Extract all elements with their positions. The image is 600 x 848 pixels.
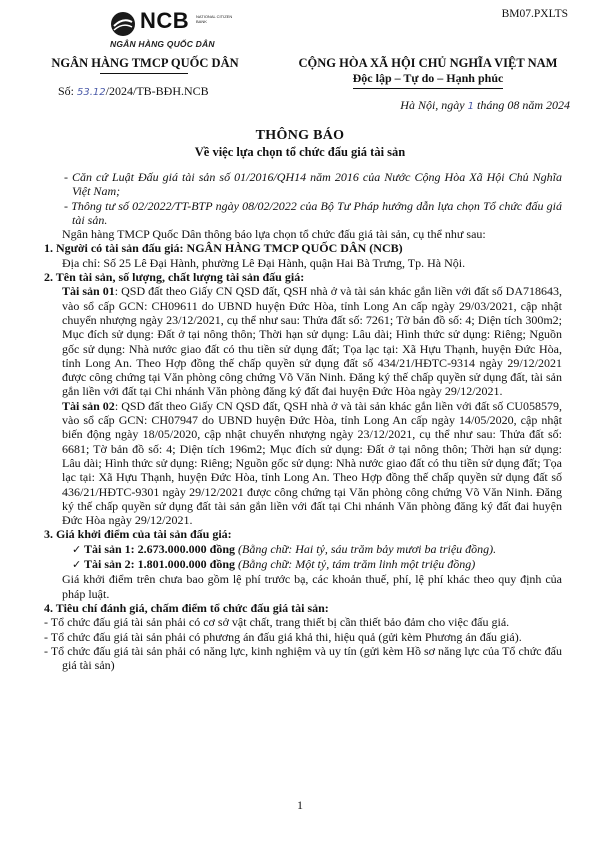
price-1-words: (Bằng chữ: Hai tỷ, sáu trăm bảy mươi ba triệu đồng).	[235, 541, 497, 556]
section-4-heading: 4. Tiêu chí đánh giá, chấm điểm tổ chức đấu giá tài sản:	[44, 600, 329, 615]
date-prefix: Hà Nội, ngày	[400, 98, 468, 112]
asset-2-label: Tài sản 02	[62, 398, 115, 413]
checkmark-icon: ✓	[72, 542, 82, 556]
docno-handwritten: 53.12	[77, 87, 106, 98]
price-2-words: (Bằng chữ: Một tỷ, tám trăm linh một triệu đồng)	[235, 557, 476, 572]
section-2-heading: 2. Tên tài sản, số lượng, chất lượng tài sản đấu giá:	[44, 270, 305, 285]
criterion-1: - Tổ chức đấu giá tài sản phải có cơ sở vật chất, trang thiết bị cần thiết bảo đảm cho việc đấu giá.	[44, 615, 510, 630]
date-suffix: tháng 08 năm 2024	[474, 98, 570, 112]
asset-2-description	[44, 399, 562, 528]
national-title: CỘNG HÒA XÃ HỘI CHỦ NGHĨA VIỆT NAM	[298, 56, 558, 70]
price-2-label: Tài sản 2: 1.801.000.000 đồng	[84, 557, 236, 572]
document-subtitle: Về việc lựa chọn tổ chức đấu giá tài sản	[194, 145, 406, 159]
criterion-3: - Tổ chức đấu giá tài sản phải có năng lực, kinh nghiệm và uy tín (gửi kèm Hồ sơ năng lực của Tổ chức đấu giá tài sản)	[44, 643, 562, 673]
docno-prefix: Số:	[58, 84, 78, 98]
section-1-heading	[44, 241, 562, 255]
logo-subtitle: NGÂN HÀNG QUỐC DÂN	[110, 39, 215, 49]
price-1-label: Tài sản 1: 2.673.000.000 đồng	[84, 541, 236, 556]
criterion-2: - Tổ chức đấu giá tài sản phải có phương án đấu giá khả thi, hiệu quả (gửi kèm Phương án đấu giá).	[44, 629, 522, 644]
asset-1-text: : QSD đất theo Giấy CN QSD đất, QSH nhà ở và tài sản khác gắn liền với đất số DA718643, vào sổ cấp GCN: CH09611 do UBND huyện Đức Hòa, tỉnh Long An cấp ngày 29/03/2021, cập nhật chuyển nhượng ngày 23/12/2021, cụ thể như sau: Thửa đất số: 7261; Tờ bản đồ số: 4; Diện tích 300m2; Mục đích sử dụng: Đất ở tại nông thôn; Thời hạn sử dụng: Lâu dài; Hình thức sử dụng: Riêng; Nguồn gốc sử dụng: Nhà nước giao đất có thu tiền sử dụng đất; Tọa lạc tại: Xã Hựu Thạnh, huyện Đức Hòa, tỉnh Long An. Theo Hợp đồng thế chấp quyền sử dụng đất số 434/21/HĐTC-9314 ngày 29/12/2021 được công chứng tại Văn phòng công chứng Võ Văn Ninh. Đăng ký thế chấp quyền sử dụng đất, tài sản gắn liền với đất tại Chi nhánh Văn phòng đăng ký đất đai huyện Đức Hòa ngày 29/12/2021.	[62, 284, 562, 399]
asset-1-description	[44, 284, 562, 398]
section-1-value: NGÂN HÀNG TMCP QUỐC DÂN (NCB)	[186, 241, 403, 256]
intro-paragraph: Ngân hàng TMCP Quốc Dân thông báo lựa chọn tổ chức đấu giá tài sản, cụ thể như sau:	[62, 227, 486, 242]
logo-wordmark: NCB	[140, 8, 190, 33]
legal-basis-2: - Thông tư số 02/2022/TT-BTP ngày 08/02/2022 của Bộ Tư Pháp hướng dẫn lựa chọn Tổ chức đấu giá tài sản.	[64, 198, 562, 227]
section-1-label: 1. Người có tài sản đấu giá:	[44, 241, 187, 256]
asset-1-label: Tài sản 01	[62, 284, 115, 299]
docno-suffix: /2024/TB-BĐH.NCB	[105, 84, 209, 98]
form-code: BM07.PXLTS	[501, 8, 568, 20]
asset-2-text: : QSD đất theo Giấy CN QSD đất, QSH nhà ở và tài sản khác gắn liền với đất số CU058579, vào sổ cấp GCN: CH07947 do UBND huyện Đức Hòa, tỉnh Long An cấp ngày 14/05/2020, cập nhật biến động ngày 18/05/2020, cập nhật chuyển nhượng ngày 23/12/2021, cụ thể như sau: Thửa đất số: 6681; Tờ bản đồ số: 4; Diện tích 196m2; Mục đích sử dụng: Đất ở tại nông thôn; Thời hạn sử dụng: Lâu dài; Hình thức sử dụng: Riêng; Nguồn gốc sử dụng: Nhà nước giao đất có thu tiền sử dụng đất; Tọa lạc tại: Xã Hựu Thạnh, huyện Đức Hòa, tỉnh Long An. Theo Hợp đồng thế chấp quyền sử dụng đất số 436/21/HĐTC-9301 ngày 29/12/2021 được công chứng tại Văn phòng công chứng Võ Văn Ninh. Đăng ký thế chấp quyền sử dụng đất tài sản gắn liền với đất tại Chi nhánh Văn phòng đăng ký đất đai huyện Đức Hòa ngày 29/12/2021.	[62, 398, 563, 528]
section-3-heading: 3. Giá khởi điểm của tài sản đấu giá:	[44, 527, 232, 542]
issuer-name: NGÂN HÀNG TMCP QUỐC DÂN	[51, 56, 239, 70]
page-number: 1	[297, 798, 303, 812]
motto-underline	[353, 88, 503, 89]
logo-tagline: NATIONAL CITIZEN BANK	[196, 14, 233, 24]
legal-basis-1: - Căn cứ Luật Đấu giá tài sản số 01/2016/QH14 năm 2016 của Nước Cộng Hòa Xã Hội Chủ Nghĩa Việt Nam;	[64, 170, 562, 199]
document-title: THÔNG BÁO	[255, 128, 345, 143]
national-motto: Độc lập – Tự do – Hạnh phúc	[352, 71, 504, 85]
document-date	[325, 98, 570, 113]
date-handwritten: 1	[467, 101, 474, 112]
checkmark-icon: ✓	[72, 558, 82, 572]
issuer-underline	[100, 73, 188, 74]
bank-logo	[92, 8, 242, 54]
ncb-emblem-icon	[110, 11, 136, 37]
document-body	[44, 170, 562, 672]
price-asset-2	[44, 557, 562, 572]
price-asset-1	[44, 542, 562, 557]
owner-address: Địa chỉ: Số 25 Lê Đại Hành, phường Lê Đại Hành, quận Hai Bà Trưng, Tp. Hà Nội.	[62, 255, 466, 270]
price-note: Giá khởi điểm trên chưa bao gồm lệ phí trước bạ, các khoản thuế, phí, lệ phí khác theo quy định của pháp luật.	[62, 572, 562, 601]
document-number	[58, 84, 209, 99]
